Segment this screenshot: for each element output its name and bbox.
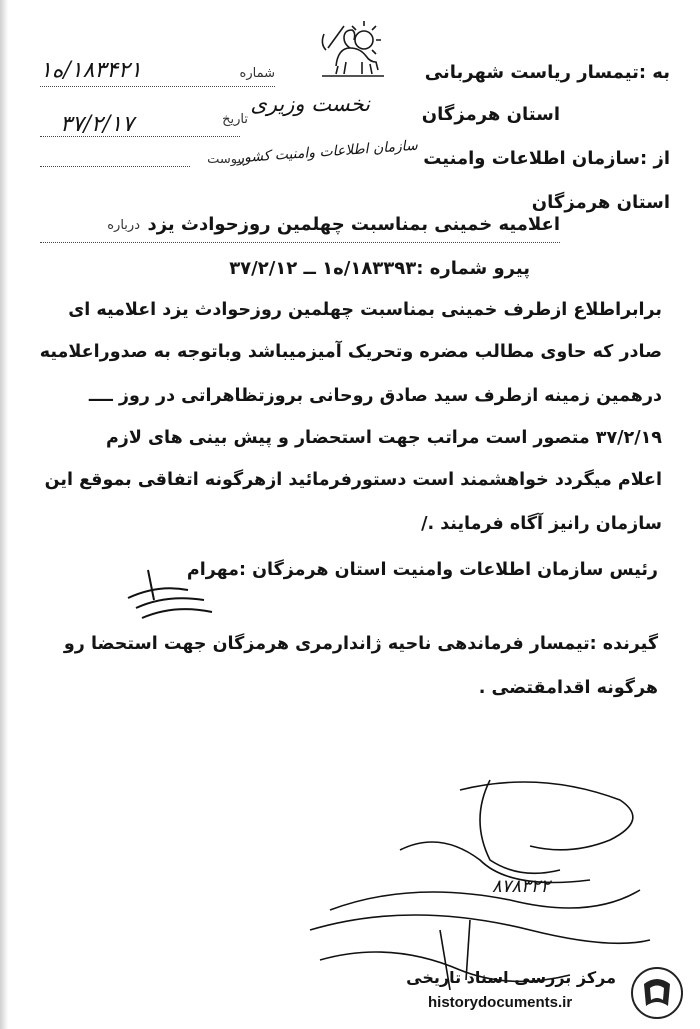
date-underline [40,136,240,137]
addressee-line: به :تیمسار ریاست شهربانی [424,62,670,83]
number-label: شماره [239,66,275,81]
lion-and-sun-emblem-icon [314,18,390,80]
recipients-line-1: گیرنده :تیمسار فرماندهی ناحیه ژاندارمری هرمزگان جهت استحضا رو [63,634,658,654]
body-line-5: اعلام میگردد خواهشمند است دستورفرمائید ازهرگونه اتفاقی بموقع این [44,470,662,490]
reference-line: پیرو شماره :۱۸۳۳۹۳/ه۱ ــ ۳۷/۲/۱۲ [229,258,530,279]
body-line-2: صادر که حاوی مطالب مضره وتحریک آمیزمیباشد وباتوجه به صدوراعلامیه [39,342,662,362]
number-underline [40,86,275,87]
initials-signature-icon [118,560,228,630]
body-line-3: درهمین زمینه ازطرف سید صادق روحانی بروزتظاهراتی در روز ــــ [88,386,662,406]
body-line-4: ۳۷/۲/۱۹ متصور است مراتب جهت استحضار و پیش بینی های لازم [105,428,662,448]
watermark-url: historydocuments.ir [428,994,573,1011]
sender-line: از :سازمان اطلاعات وامنیت [423,148,670,169]
subject-province: استان هرمزگان [531,192,670,213]
subject-underline [40,242,560,243]
agency-name: سازمان اطلاعات وامنیت کشور [236,137,419,167]
body-line-6: سازمان رانیز آگاه فرمایند ./ [421,514,662,534]
body-line-1: برابراطلاع ازطرف خمینی بمناسبت چهلمین روزحوادث یزد اعلامیه ای [68,300,662,320]
subject-label: درباره [107,218,140,233]
date-label: تاریخ [222,112,248,127]
attachment-underline [40,166,190,167]
page-edge-shadow [0,0,8,1029]
watermark-title: مرکز بررسی اسناد تاریخی [406,968,616,987]
recipients-line-2: هرگونه اقدامقتضی . [478,678,658,698]
number-value: ۱۸۳۴۲۱/ه۱ [40,58,142,83]
ministry-name: نخست وزیری [250,92,370,116]
subject-text: اعلامیه خمینی بمناسبت چهلمین روزحوادث یزد [147,214,560,235]
stamp-number: ۸۷۸۳۲۲ [492,876,551,897]
attachment-label: پیوست [207,152,245,167]
date-value: ۳۷/۲/۱۷ [60,112,134,137]
addressee-line-2: استان هرمزگان [421,104,560,125]
archive-logo-icon [630,966,684,1020]
signatory-line: رئیس سازمان اطلاعات وامنیت استان هرمزگان :مهرام [186,560,658,580]
